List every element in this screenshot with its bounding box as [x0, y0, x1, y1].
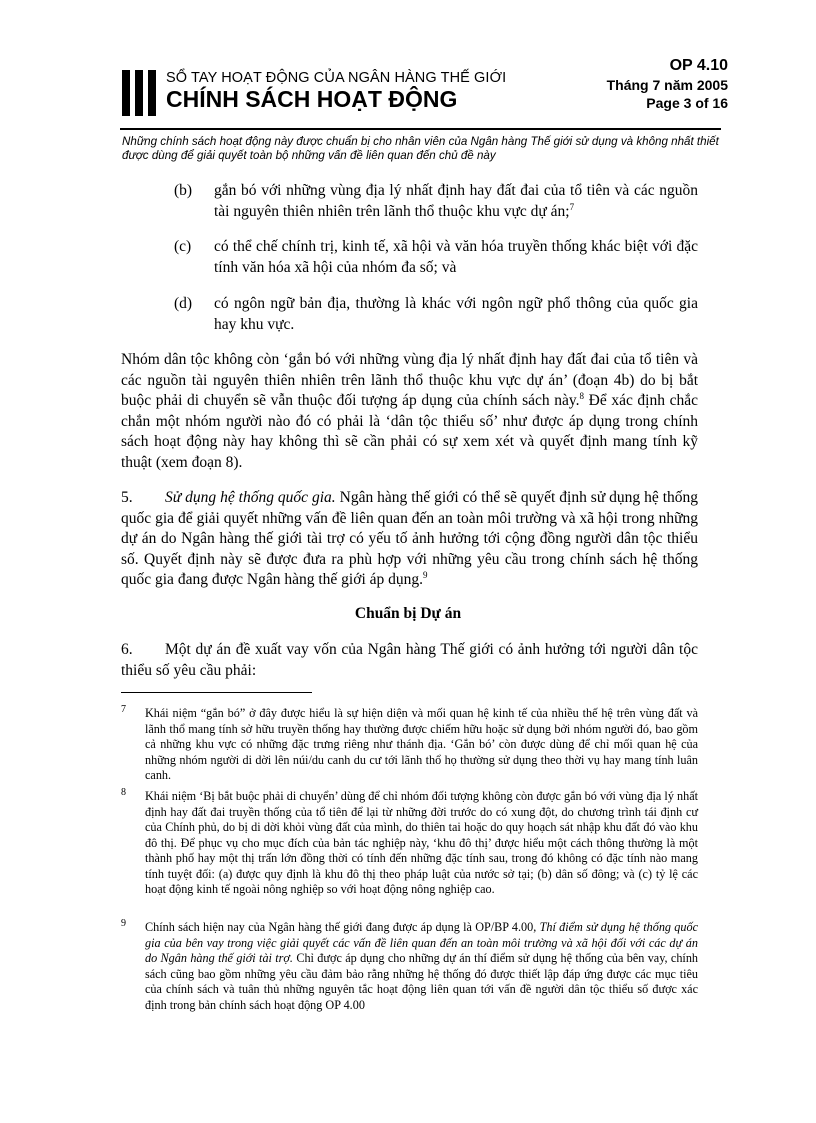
footnote-text: Khái niệm “gắn bó” ở đây được hiểu là sự hiện diện và mối quan hệ kinh tế của nhiều thế hệ trên vùng đất và lãnh thổ mang tính sở hữu truyền thống hay thường được chiếm hữu hoặc sử dụng bởi nhóm người đó, bao gồm cả những khu vực có những đặc trưng riêng như thánh địa. ‘Gắn bó’ còn được dùng để chỉ mối quan hệ của những nhóm người di dời lên núi/du canh du cư tới lãnh thổ họ thường sử dụng theo thời vụ hay mang tính luân canh.	[145, 706, 698, 782]
list-item-text: có ngôn ngữ bản địa, thường là khác với ngôn ngữ phổ thông của quốc gia hay khu vực.	[214, 295, 698, 333]
world-bank-bars-logo	[122, 70, 156, 116]
op-code: OP 4.10	[669, 57, 728, 74]
issue-date: Tháng 7 năm 2005	[606, 77, 728, 93]
paragraph-6: 6. Một dự án đề xuất vay vốn của Ngân hàng Thế giới có ảnh hưởng tới người dân tộc thiểu số yêu cầu phải:	[121, 641, 698, 679]
list-item-text: có thể chế chính trị, kinh tế, xã hội và văn hóa truyền thống khác biệt với đặc tính văn hóa xã hội của nhóm đa số; và	[214, 238, 698, 276]
manual-subtitle: SỔ TAY HOẠT ĐỘNG CỦA NGÂN HÀNG THẾ GIỚI	[166, 70, 507, 86]
list-item-text: gắn bó với những vùng địa lý nhất định hay đất đai của tổ tiên và các nguồn tài nguyên thiên nhiên trên lãnh thổ thuộc khu vực dự án;$^7$	[214, 182, 698, 220]
footnote-divider	[121, 692, 312, 693]
footnote-number: 7	[121, 704, 126, 715]
section-heading: Chuẩn bị Dự án	[354, 605, 462, 622]
paragraph-title: Sử dụng hệ thống quốc gia.	[165, 489, 336, 506]
paragraph-number: 6.	[121, 641, 133, 658]
list-item-label: (d)	[174, 295, 193, 312]
paragraph-displaced-groups: Nhóm dân tộc không còn ‘gắn bó với những vùng địa lý nhất định hay đất đai của tổ tiên và các nguồn tài nguyên thiên nhiên trên lãnh thổ thuộc khu vực dự án’ (đoạn 4b) do bị bắt buộc phải di chuyển sẽ vẫn thuộc đối tượng áp dụng của chính sách này.$^8$ Để xác định chắc chắn một nhóm người nào đó có phải là ‘dân tộc thiểu số’ như được áp dụng trong chính sách hoạt động này hay không thì sẽ cần phải có sự xem xét và quyết định mang tính kỹ thuật (xem đoạn 8).	[121, 351, 698, 471]
paragraph-number: 5.	[121, 489, 133, 506]
header-disclaimer: Những chính sách hoạt động này được chuẩn bị cho nhân viên của Ngân hàng Thế giới sử dụng và không nhất thiết được dùng để giải quyết toàn bộ những vấn đề liên quan đến chủ đề này	[122, 135, 719, 162]
paragraph-5: 5. Sử dụng hệ thống quốc gia. Ngân hàng thế giới có thể sẽ quyết định sử dụng hệ thống quốc gia để giải quyết những vấn đề liên quan đến an toàn môi trường và xã hội trong những dự án do Ngân hàng thế giới tài trợ có yếu tố ảnh hưởng tới cộng đồng người dân tộc thiểu số. Quyết định này sẽ được đưa ra phù hợp với những yêu cầu trong chính sách hệ thống quốc gia đang được Ngân hàng thế giới áp dụng.$^9$	[121, 489, 699, 588]
footnote-ref-9: 9	[423, 569, 428, 580]
footnote-ref-7: 7	[569, 201, 575, 212]
page-number: Page 3 of 16	[646, 95, 728, 111]
list-item-label: (b)	[174, 182, 193, 199]
manual-title: CHÍNH SÁCH HOẠT ĐỘNG	[166, 86, 458, 112]
footnote-text: Khái niệm ‘Bị bắt buộc phải di chuyển’ dùng để chỉ nhóm đối tượng không còn được gắn bó với vùng địa lý nhất định hay đất đai truyền thống của tổ tiên để lại từ những đời trước do có xung đột, do chương trình tái định cư của Chính phủ, do bị di dời khỏi vùng đất của mình, do thiên tai hoặc do quy hoạch sát nhập khu đất đó vào khu đô thị. Để phục vụ cho mục đích của bản tác nghiệp này, ‘khu đô thị’ được hiểu một cách thông thường là một thành phố hay một thị trấn lớn đồng thời có tính đến những đặc tính sau, trong đó không có đặc tính nào mang tính tuyệt đối: (a) được quy định là khu đô thị theo pháp luật của nước sở tại; (b) dân số đông; và (c) tỷ lệ các hoạt động kinh tế ngoài nông nghiệp so với hoạt động nông nghiệp cao.	[145, 789, 698, 896]
footnote-text: Chính sách hiện nay của Ngân hàng thế giới đang được áp dụng là OP/BP 4.00, Thí điểm sử dụng hệ thống quốc gia của bên vay trong việc giải quyết các vấn đề liên quan đến an toàn môi trường và xã hội đối với các dự án do Ngân hàng thế giới tài trợ. Chỉ được áp dụng cho những dự án thí điểm sử dụng hệ thống của bên vay, chính sách cũng bao gồm những yêu cầu đảm bảo rằng những hệ thống đó được thiết lập đáp ứng được các mục tiêu của chính sách và tuân thủ những nguyên tắc hoạt động liên quan tới vấn đề người dân tộc thiểu số được xác định trong bản chính sách hoạt động OP 4.00	[145, 920, 699, 1012]
footnote-number: 8	[121, 787, 126, 798]
header-divider	[120, 128, 721, 130]
header-meta	[568, 56, 728, 112]
footnote-ref-8: 8	[579, 390, 585, 401]
list-item-label: (c)	[174, 238, 192, 255]
footnote-number: 9	[121, 918, 126, 929]
